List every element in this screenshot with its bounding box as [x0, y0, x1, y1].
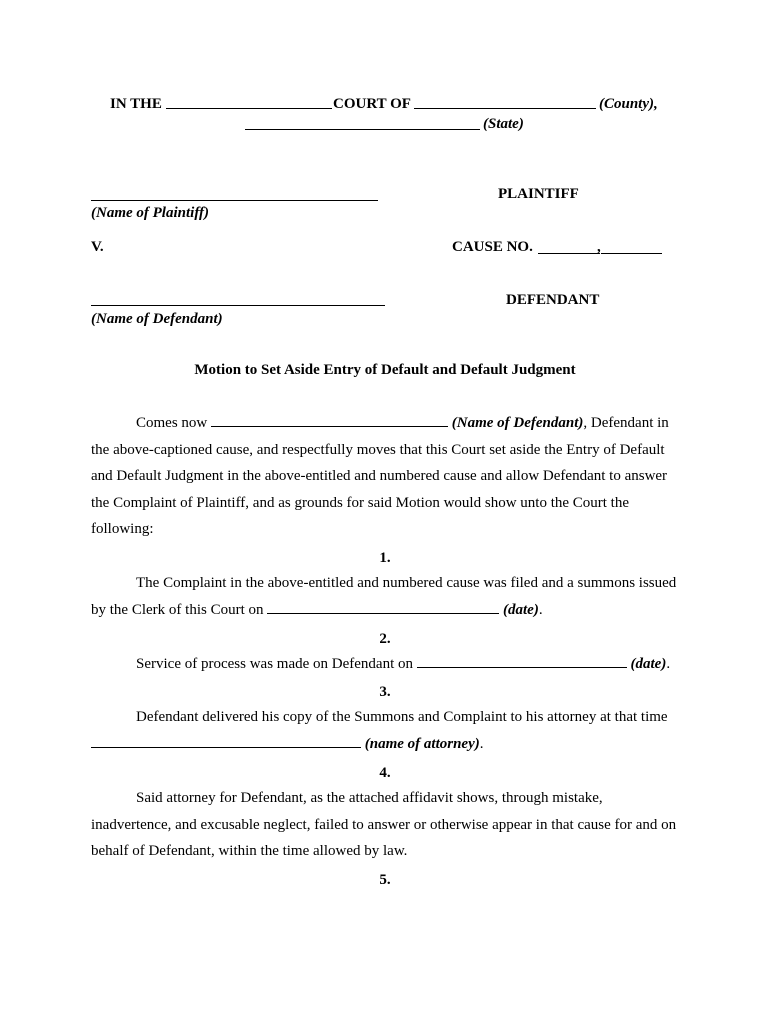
- name-of-plaintiff: (Name of Plaintiff): [91, 205, 210, 221]
- section-number-4: 4.: [379, 765, 391, 781]
- cause-no-blank-1: [538, 253, 600, 254]
- defendant-name-field-blank: [211, 413, 448, 427]
- plaintiff-name-blank: [91, 200, 378, 201]
- intro-name-of-defendant: (Name of Defendant): [451, 415, 584, 431]
- section-3-period: .: [479, 735, 484, 752]
- versus-label: V.: [91, 239, 104, 255]
- defendant-name-blank: [91, 305, 385, 306]
- defendant-label: DEFENDANT: [506, 292, 600, 308]
- section-2-period: .: [666, 656, 671, 672]
- filing-date-blank: [267, 600, 499, 614]
- section-number-3: 3.: [379, 684, 391, 700]
- section-4-paragraph: [91, 785, 681, 865]
- motion-title: Motion to Set Aside Entry of Default and Default Judgment: [194, 362, 576, 378]
- service-date-blank: [417, 654, 627, 668]
- section-2-text: Service of process was made on Defendant on: [136, 656, 413, 672]
- section-number-5: 5.: [379, 872, 391, 888]
- section-4-text: Said attorney for Defendant, as the attached affidavit shows, through mistake, inadvertence, and excusable neglect, failed to answer or otherwise appear in that cause for and on behalf of Defendant, within the time allowed by law.: [91, 790, 677, 860]
- cause-no-label: CAUSE NO.: [452, 239, 533, 255]
- section-2-paragraph: [91, 651, 681, 678]
- comes-now-text: Comes now: [136, 415, 208, 431]
- caption-court-of: COURT OF: [333, 96, 411, 112]
- intro-paragraph: [91, 410, 681, 543]
- section-2-date: (date): [630, 656, 667, 672]
- section-number-1: 1.: [379, 550, 391, 566]
- caption-in-the: IN THE: [110, 96, 162, 112]
- intro-body-text: , Defendant in the above-captioned cause, and respectfully moves that this Court set aside the Entry of Default and Default Judgment in the above-entitled and numbered cause and allow Defendant to answer the Complaint of Plaintiff, and as grounds for said Motion would show unto the Court the following:: [91, 415, 669, 538]
- section-3-attorney: (name of attorney): [364, 735, 480, 752]
- attorney-name-blank: [91, 734, 361, 748]
- section-3-paragraph: [91, 704, 681, 757]
- section-3-text: Defendant delivered his copy of the Summons and Complaint to his attorney at that time: [136, 709, 668, 725]
- name-of-defendant: (Name of Defendant): [91, 311, 223, 327]
- county-blank: [414, 108, 596, 109]
- state-blank: [245, 129, 480, 130]
- section-1-paragraph: [91, 570, 681, 623]
- section-1-period: .: [538, 601, 543, 618]
- court-name-blank: [166, 108, 332, 109]
- cause-no-blank-2: [601, 253, 662, 254]
- caption-county: (County),: [599, 96, 658, 112]
- plaintiff-label: PLAINTIFF: [498, 186, 579, 202]
- section-number-2: 2.: [379, 631, 391, 647]
- section-1-date: (date): [503, 601, 539, 618]
- cause-no-separator: ,: [597, 239, 601, 255]
- section-1-text: The Complaint in the above-entitled and numbered cause was filed and a summons issued by the Clerk of this Court on: [91, 575, 677, 618]
- caption-state: (State): [483, 116, 524, 132]
